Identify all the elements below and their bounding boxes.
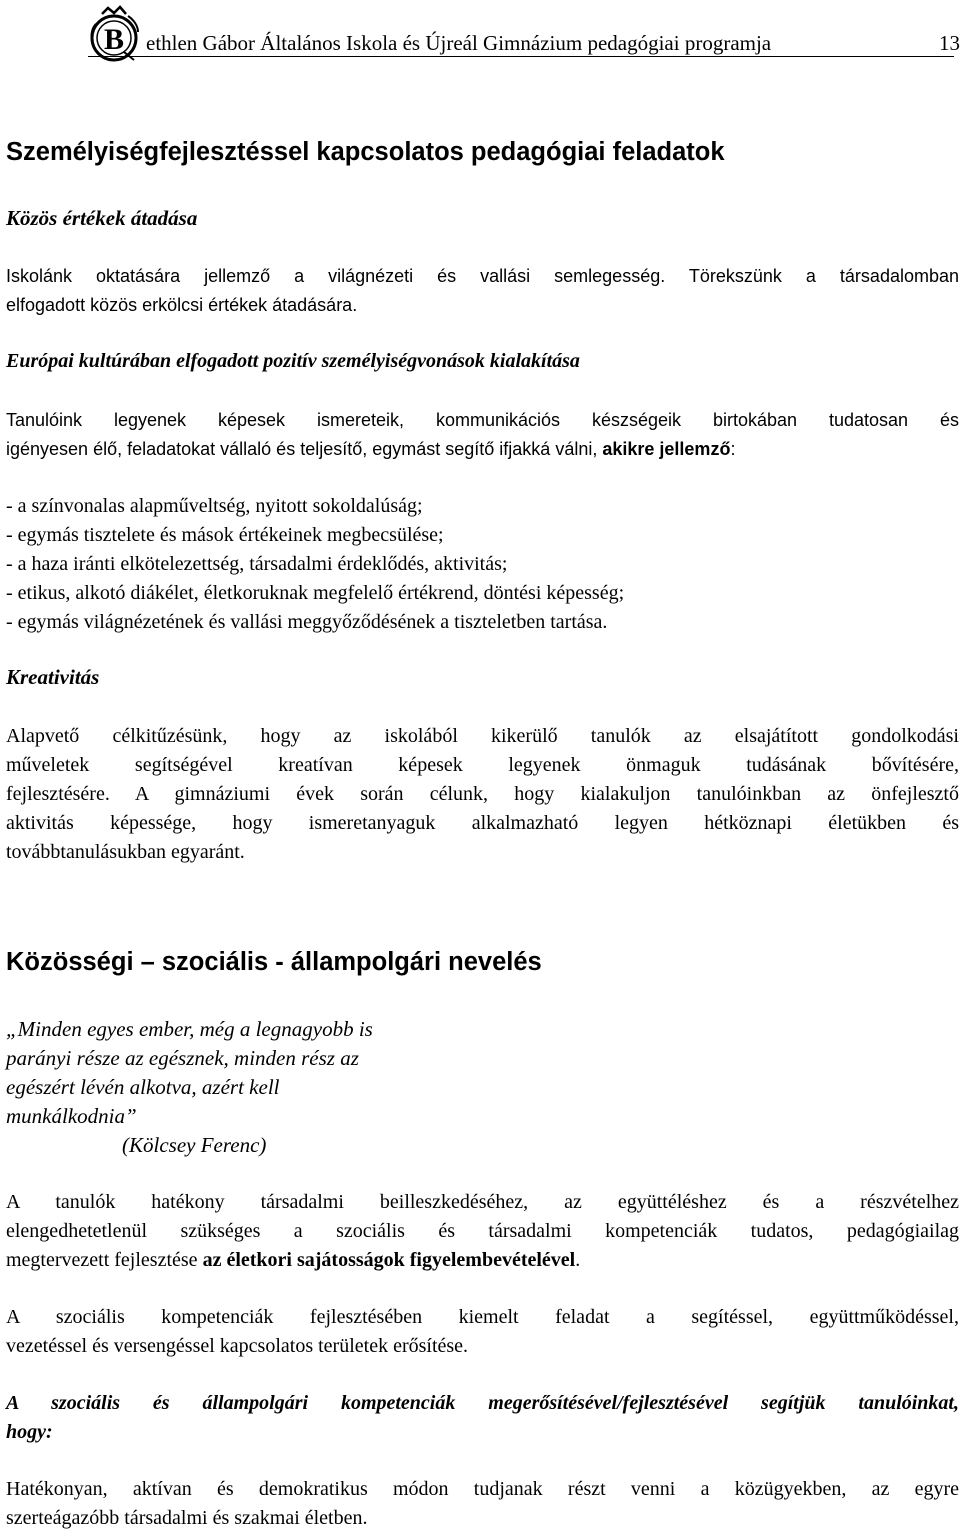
- text-line: elengedhetetlenül szükséges a szociális és társadalmi kompetenciák tudatos, pedagógiailag: [6, 1220, 959, 1242]
- text-line: szerteágazóbb társadalmi és szakmai életben.: [6, 1507, 368, 1529]
- text-line: továbbtanulásukban egyaránt.: [6, 841, 245, 863]
- text-line: Tanulóink legyenek képesek ismereteik, kommunikációs készségeik birtokában tudatosan és: [6, 410, 959, 430]
- text-line: Iskolánk oktatására jellemző a világnézeti és vallási semlegesség. Törekszünk a társadalomban: [6, 266, 959, 286]
- text-segment: :: [730, 439, 736, 459]
- text-line: Hatékonyan, aktívan és demokratikus módon tudjanak részt venni a közügyekben, az egyre: [6, 1478, 959, 1500]
- paragraph-civic-competences: [6, 1389, 959, 1447]
- section-heading-community: Közösségi – szociális - állampolgári nevelés: [6, 948, 542, 976]
- text-line: vezetéssel és versengéssel kapcsolatos területek erősítése.: [6, 1335, 469, 1357]
- quote-line: egészért lévén alkotva, azért kell: [6, 1075, 280, 1099]
- text-line: A szociális és állampolgári kompetenciák megerősítésével/fejlesztésével segítjük tanulóinkat,: [6, 1392, 959, 1414]
- text-line: hogy:: [6, 1421, 53, 1443]
- bold-text: akikre jellemző: [602, 439, 731, 459]
- text-segment: megtervezett fejlesztése: [6, 1249, 198, 1271]
- text-line: műveletek segítségével kreatívan képesek legyenek önmaguk tudásának bővítésére,: [6, 754, 959, 776]
- list-item: - egymás világnézetének és vallási meggyőződésének a tiszteletben tartása.: [6, 611, 608, 633]
- text-segment: igényesen élő, feladatokat vállaló és teljesítő, egymást segítő ifjakká válni,: [6, 439, 598, 459]
- subheading-creativity: Kreativitás: [6, 665, 100, 689]
- bold-text: az életkori sajátosságok figyelembevételével: [202, 1249, 576, 1271]
- text-line: A tanulók hatékony társadalmi beilleszkedéséhez, az együttéléshez és a részvételhez: [6, 1191, 959, 1213]
- subheading-common-values: Közös értékek átadása: [6, 206, 198, 230]
- quote-block: [6, 1015, 959, 1160]
- quote-line: munkálkodnia”: [6, 1104, 137, 1128]
- quote-line: „Minden egyes ember, még a legnagyobb is: [6, 1017, 373, 1041]
- text-segment: .: [575, 1249, 581, 1271]
- text-line: elfogadott közös erkölcsi értékek átadására.: [6, 295, 358, 315]
- paragraph-social-competences: [6, 1303, 959, 1361]
- page-header: [84, 4, 960, 64]
- paragraph-students-goals: [6, 406, 959, 464]
- list-item: - etikus, alkotó diákélet, életkoruknak megfelelő értékrend, döntési képesség;: [6, 582, 625, 604]
- traits-list: [6, 492, 959, 637]
- header-divider: [88, 56, 954, 57]
- text-line: [6, 435, 959, 464]
- quote-line: parányi része az egésznek, minden rész az: [6, 1046, 359, 1070]
- quote-author: (Kölcsey Ferenc): [122, 1133, 267, 1157]
- text-line: [6, 1246, 959, 1275]
- subheading-european-culture: Európai kultúrában elfogadott pozitív személyiségvonások kialakítása: [6, 350, 580, 372]
- text-line: Alapvető célkitűzésünk, hogy az iskolából kikerülő tanulók az elsajátított gondolkodási: [6, 725, 959, 747]
- school-logo-icon: [84, 4, 144, 64]
- paragraph-common-values: [6, 262, 959, 320]
- text-line: A szociális kompetenciák fejlesztésében kiemelt feladat a segítéssel, együttműködéssel,: [6, 1306, 959, 1328]
- paragraph-creativity: [6, 722, 959, 867]
- header-title: ethlen Gábor Általános Iskola és Újreál Gimnázium pedagógiai programja: [146, 31, 772, 55]
- text-line: fejlesztésére. A gimnáziumi évek során célunk, hogy kialakuljon tanulóinkban az önfejlesztő: [6, 783, 959, 805]
- list-item: - a színvonalas alapműveltség, nyitott sokoldalúság;: [6, 495, 423, 517]
- list-item: - egymás tisztelete és mások értékeinek megbecsülése;: [6, 524, 444, 546]
- page-number: 13: [939, 31, 960, 55]
- list-item: - a haza iránti elkötelezettség, társadalmi érdeklődés, aktivitás;: [6, 553, 508, 575]
- paragraph-public-affairs: [6, 1475, 959, 1533]
- text-line: aktivitás képessége, hogy ismeretanyaguk alkalmazható legyen hétköznapi életükben és: [6, 812, 959, 834]
- logo-letter: B: [103, 23, 125, 56]
- paragraph-social-integration: [6, 1188, 959, 1275]
- section-heading-personality: Személyiségfejlesztéssel kapcsolatos pedagógiai feladatok: [6, 138, 725, 166]
